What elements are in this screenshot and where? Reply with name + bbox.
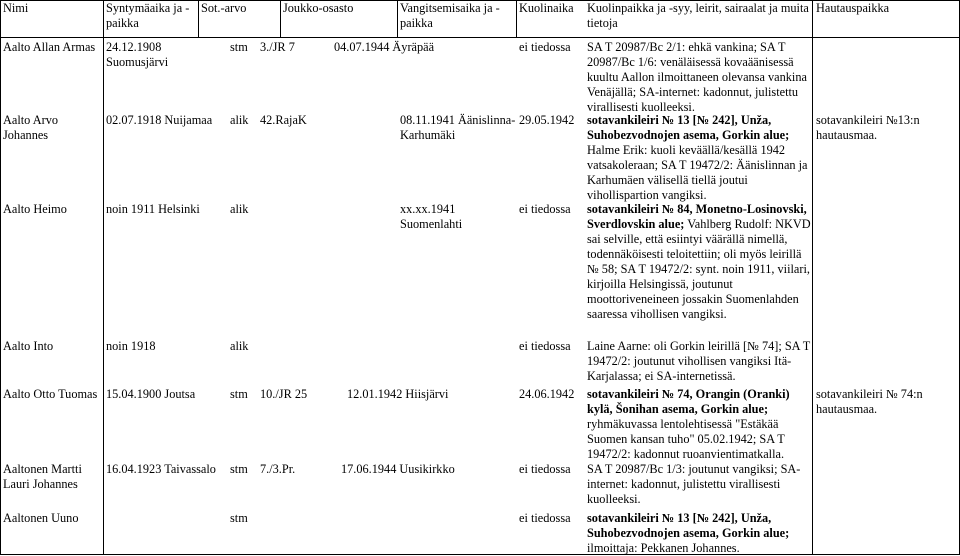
row-1-place-text: Halme Erik: kuoli keväällä/kesällä 1942 vatsakoleraan; SA T 19472/2: Äänislinnan ja Karhumäen välisellä tiellä joutui vihollispartion vangiksi. [587,143,808,202]
row-3-rank: alik [230,339,249,353]
row-2-place-camp: sotavankileiri № 84, Monetno-Losinovski, Sverdlovskin alue; [587,202,807,231]
row-0-unit: 3./JR 7 [260,40,295,54]
row-1-name: Aalto Arvo Johannes [3,113,58,142]
row-4-name: Aalto Otto Tuomas [3,387,98,401]
header-name: Nimi [3,1,29,15]
row-5-place [587,462,811,507]
row-0-birth: 24.12.1908 Suomusjärvi [106,40,169,69]
row-1-unit: 42.RajaK [260,113,307,127]
header-burial: Hautauspaikka [816,1,890,15]
row-2-rank: alik [230,202,249,216]
row-3-place [587,339,811,384]
row-1-place [587,113,811,203]
row-4-place-text: ryhmäkuvassa lentolehtisessä "Estäkää Suomen kansan tuho" 05.02.1942; SA T 19472/2: kadonnut ruoanvientimatkalla. [587,417,785,461]
row-2-death: ei tiedossa [519,202,571,216]
row-5-place-text: SA T 20987/Bc 1/3: joutunut vangiksi; SA-internet: kadonnut, julistettu virallisesti kuolleeksi. [587,462,801,506]
row-3-place-text: Laine Aarne: oli Gorkin leirillä [№ 74]; SA T 19472/2: joutunut vihollisen vangiksi Itä-Karjalassa; ei SA-internetissä. [587,339,811,383]
row-5-birth: 16.04.1923 Taivassalo [106,462,216,476]
row-5-name: Aaltonen Martti Lauri Johannes [3,462,82,491]
row-0-captured: 04.07.1944 Äyräpää [334,40,435,54]
row-5-rank: stm [230,462,248,476]
header-captured: Vangitsemisaika ja - paikka [400,1,500,30]
row-4-place [587,387,811,462]
row-5-captured: 17.06.1944 Uusikirkko [341,462,455,476]
row-3-birth: noin 1918 [106,339,156,353]
header-death: Kuolinaika [519,1,574,15]
row-0-death: ei tiedossa [519,40,571,54]
row-3-death: ei tiedossa [519,339,571,353]
row-4-death: 24.06.1942 [519,387,575,401]
row-1-birth: 02.07.1918 Nuijamaa [106,113,213,127]
row-3-name: Aalto Into [3,339,54,353]
row-1-captured: 08.11.1941 Äänislinna-Karhumäki [400,113,516,142]
row-1-place-camp: sotavankileiri № 13 [№ 242], Unža, Suhobezvodnojen asema, Gorkin alue; [587,113,790,142]
header-deathplace: Kuolinpaikka ja -syy, leirit, sairaalat ja muita tietoja [587,1,809,30]
row-6-place-text: ilmoittaja: Pekkanen Johannes. [587,541,740,555]
header-unit: Joukko-osasto [283,1,354,15]
row-6-place-camp: sotavankileiri № 13 [№ 242], Unža, Suhobezvodnojen asema, Gorkin alue; [587,511,790,540]
row-6-name: Aaltonen Uuno [3,511,79,525]
header-rank: Sot.-arvo [201,1,247,15]
row-1-burial: sotavankileiri №13:n hautausmaa. [816,113,920,142]
row-0-place-text: SA T 20987/Bc 2/1: ehkä vankina; SA T 20987/Bc 1/6: venäläisessä kovaäänisessä kuultu Aallon ilmoittaneen olevansa vankina Venäjällä; SA-internet: kadonnut, julistettu virallisesti kuolleeksi. [587,40,807,114]
row-0-name: Aalto Allan Armas [3,40,96,54]
row-0-place [587,40,811,115]
row-1-death: 29.05.1942 [519,113,575,127]
row-6-place [587,511,811,556]
row-6-death: ei tiedossa [519,511,571,525]
row-6-rank: stm [230,511,248,525]
row-2-place-text: Vahlberg Rudolf: NKVD sai selville, että esiintyi väärällä nimellä, todennäköisesti teloitettiin; oli myös leirillä № 58; SA T 19472/2: synt. noin 1911, viilari, kirjoilla Helsingissä, joutunut moottoriveneineen jossakin Suomenlahden saaressa vihollisen vangiksi. [587,217,811,321]
row-2-name: Aalto Heimo [3,202,67,216]
row-2-captured: xx.xx.1941 Suomenlahti [400,202,463,231]
row-0-rank: stm [230,40,248,54]
row-4-place-camp: sotavankileiri № 74, Orangin (Oranki) kylä, Šonihan asema, Gorkin alue; [587,387,790,416]
row-4-birth: 15.04.1900 Joutsa [106,387,196,401]
row-4-unit: 10./JR 25 [260,387,308,401]
row-1-rank: alik [230,113,249,127]
row-4-rank: stm [230,387,248,401]
row-5-unit: 7./3.Pr. [260,462,296,476]
row-4-captured: 12.01.1942 Hiisjärvi [347,387,449,401]
row-5-death: ei tiedossa [519,462,571,476]
row-2-birth: noin 1911 Helsinki [106,202,200,216]
header-birth: Syntymäaika ja - paikka [106,1,190,30]
row-2-place [587,202,811,322]
row-4-burial: sotavankileiri № 74:n hautausmaa. [816,387,923,416]
